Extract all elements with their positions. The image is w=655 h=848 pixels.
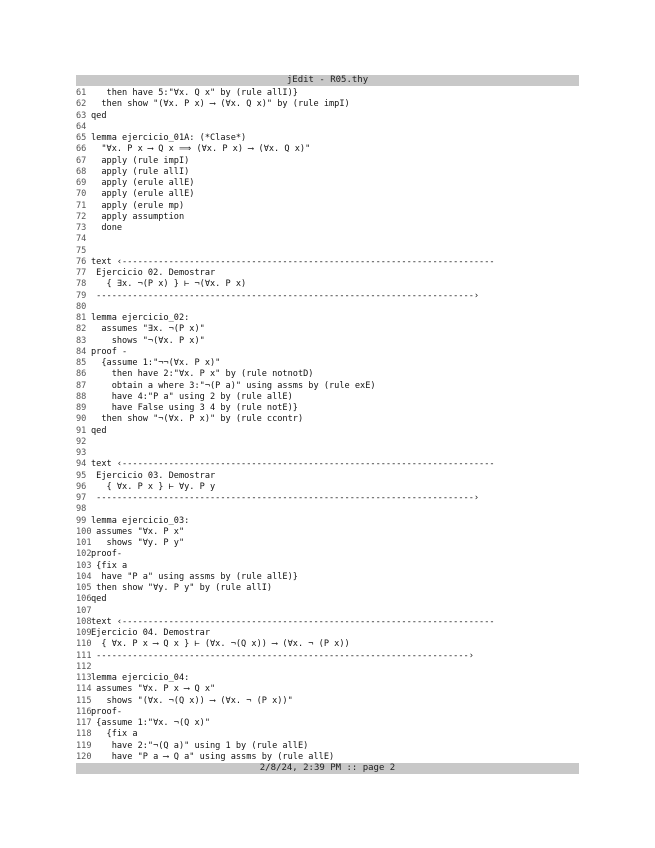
line-number: 85 [76,358,87,368]
line-number: 99 [76,515,87,526]
line-text: {assume 1:"¬¬(∀x. P x)" [91,358,221,368]
line-text: then show "¬(∀x. P x)" by (rule ccontr) [91,414,304,425]
line-number: 117 [76,718,92,728]
line-number: 110 [76,639,92,650]
line-number: 83 [76,335,87,346]
line-text: apply (rule impI) [91,155,190,166]
line-number: 93 [76,448,87,458]
line-text: { ∀x. P x } ⊢ ∀y. P y [91,481,216,492]
line-number: 89 [76,403,87,413]
code-line [76,167,579,178]
line-text: apply (erule mp) [91,200,185,211]
line-number: 81 [76,313,87,323]
line-number: 76 [76,256,87,267]
line-text: shows "∀y. P y" [91,538,185,548]
code-line [76,437,579,448]
line-text: apply (erule allE) [91,178,195,188]
code-line [76,111,579,122]
line-number: 66 [76,144,87,155]
line-text: -------------------------------------------------------------------------› [91,493,480,503]
code-line [76,572,579,583]
code-line [76,662,579,673]
line-text: {fix a [91,560,128,571]
line-text: have "P a ⟶ Q a" using assms by (rule allE) [91,751,335,762]
line-number: 82 [76,324,87,335]
line-text: qed [91,110,107,121]
line-number: 112 [76,661,92,672]
code-line [76,122,579,133]
line-text: assumes "∀x. P x ⟶ Q x" [91,684,216,695]
code-line [76,673,579,684]
code-line [76,482,579,493]
line-text [91,122,579,133]
line-number: 100 [76,526,92,537]
line-number: 119 [76,740,92,751]
line-text: then have 2:"∀x. P x" by (rule notnotD) [91,369,314,380]
line-text: apply (rule allI) [91,166,190,177]
line-text: -------------------------------------------------------------------------› [91,290,480,301]
line-number: 63 [76,110,87,121]
line-text [91,302,579,313]
line-text [91,246,579,257]
line-text: proof- [91,706,123,717]
code-line [76,549,579,560]
code-line [76,696,579,707]
code-line [76,381,579,392]
line-number: 79 [76,290,87,301]
code-line [76,493,579,504]
code-line [76,347,579,358]
code-line [76,426,579,437]
code-line [76,628,579,639]
line-text: text ‹------------------------------------------------------------------------ [91,459,495,470]
code-line [76,651,579,662]
line-number: 80 [76,301,87,312]
code-line [76,504,579,515]
line-text: Ejercicio 03. Demostrar [91,470,216,481]
line-text: text ‹------------------------------------------------------------------------ [91,616,495,627]
line-text: apply (erule allE) [91,189,195,200]
line-number: 104 [76,571,92,582]
line-text: { ∃x. ¬(P x) } ⊢ ¬(∀x. P x) [91,279,247,290]
line-text: then show "(∀x. P x) ⟶ (∀x. Q x)" by (rule impI) [91,99,350,110]
line-text: have False using 3 4 by (rule notE)} [91,403,298,413]
code-line [76,448,579,459]
code-line [76,684,579,695]
line-text: proof - [91,346,128,357]
line-number: 78 [76,279,87,290]
line-text: { ∀x. P x ⟶ Q x } ⊢ (∀x. ¬(Q x)) ⟶ (∀x. ¬ (P x)) [91,639,350,650]
line-number: 107 [76,605,92,616]
code-line [76,414,579,425]
code-line [76,291,579,302]
code-line [76,302,579,313]
line-text: then show "∀y. P y" by (rule allI) [91,583,273,593]
line-number: 65 [76,133,87,143]
line-text [91,234,579,245]
code-line [76,358,579,369]
line-number: 106 [76,594,92,605]
line-number: 72 [76,211,87,222]
line-text: {assume 1:"∀x. ¬(Q x)" [91,718,210,728]
code-line [76,617,579,628]
line-number: 70 [76,189,87,200]
line-number: 75 [76,245,87,256]
line-number: 86 [76,369,87,380]
code-line [76,212,579,223]
line-text: Ejercicio 04. Demostrar [91,628,210,638]
code-line [76,369,579,380]
line-number: 62 [76,99,87,110]
line-text: done [91,223,123,233]
line-number: 73 [76,223,87,233]
line-number: 101 [76,538,92,548]
line-number: 115 [76,695,92,706]
line-number: 118 [76,729,92,740]
line-text: have "P a" using assms by (rule allE)} [91,571,298,582]
code-line [76,234,579,245]
code-listing [76,86,579,763]
code-line [76,133,579,144]
code-line [76,336,579,347]
code-line [76,99,579,110]
line-number: 67 [76,155,87,166]
code-line [76,392,579,403]
line-number: 109 [76,628,92,638]
code-line [76,279,579,290]
line-text: then have 5:"∀x. Q x" by (rule allI)} [91,88,298,98]
page-footer: 2/8/24, 2:39 PM :: page 2 [76,763,579,774]
line-text: lemma ejercicio_02: [91,313,190,323]
line-number: 108 [76,616,92,627]
line-number: 96 [76,481,87,492]
line-number: 91 [76,425,87,436]
line-text: assumes "∀x. P x" [91,526,185,537]
line-number: 69 [76,178,87,188]
code-line [76,741,579,752]
code-line [76,594,579,605]
line-number: 94 [76,459,87,470]
line-number: 111 [76,650,92,661]
code-line [76,246,579,257]
line-number: 74 [76,234,87,245]
line-text: text ‹------------------------------------------------------------------------ [91,256,495,267]
code-line [76,201,579,212]
line-number: 95 [76,470,87,481]
printed-page [76,75,579,774]
code-line [76,527,579,538]
line-text [91,606,579,617]
code-line [76,223,579,234]
line-text: shows "¬(∀x. P x)" [91,335,205,346]
code-line [76,583,579,594]
line-text: qed [91,425,107,436]
line-text: lemma ejercicio_03: [91,515,190,526]
code-line [76,561,579,572]
code-line [76,189,579,200]
code-line [76,471,579,482]
line-text: qed [91,594,107,605]
code-line [76,257,579,268]
line-number: 88 [76,391,87,402]
line-text: have 2:"¬(Q a)" using 1 by (rule allE) [91,740,309,751]
code-line [76,459,579,470]
line-number: 103 [76,560,92,571]
line-number: 84 [76,346,87,357]
code-line [76,313,579,324]
line-text: proof- [91,549,123,560]
line-number: 98 [76,504,87,515]
line-text: "∀x. P x ⟶ Q x ⟹ (∀x. P x) ⟶ (∀x. Q x)" [91,144,311,155]
line-text: shows "(∀x. ¬(Q x)) ⟶ (∀x. ¬ (P x))" [91,695,293,706]
line-number: 114 [76,684,92,695]
window-title: jEdit - R05.thy [76,75,579,86]
line-number: 77 [76,268,87,278]
line-text: lemma ejercicio_01A: (*Clase*) [91,133,247,143]
code-line [76,403,579,414]
code-line [76,718,579,729]
line-text: obtain a where 3:"¬(P a)" using assms by (rule exE) [91,380,376,391]
line-text [91,448,579,459]
line-number: 97 [76,493,87,503]
line-text: ------------------------------------------------------------------------› [91,650,474,661]
code-line [76,729,579,740]
line-text [91,504,579,515]
line-number: 90 [76,414,87,425]
line-text: Ejercicio 02. Demostrar [91,268,216,278]
line-number: 68 [76,166,87,177]
code-line [76,268,579,279]
code-line [76,88,579,99]
line-number: 102 [76,549,92,560]
code-line [76,707,579,718]
code-line [76,639,579,650]
line-text: lemma ejercicio_04: [91,673,190,683]
line-number: 116 [76,706,92,717]
code-line [76,324,579,335]
code-line [76,538,579,549]
code-line [76,156,579,167]
code-line [76,178,579,189]
line-number: 71 [76,200,87,211]
line-text: apply assumption [91,211,185,222]
line-number: 61 [76,88,87,98]
line-number: 113 [76,673,92,683]
line-number: 120 [76,751,92,762]
code-line [76,144,579,155]
code-line [76,516,579,527]
line-number: 105 [76,583,92,593]
line-text [91,437,579,448]
line-text: {fix a [91,729,138,740]
line-text: assumes "∃x. ¬(P x)" [91,324,205,335]
line-number: 87 [76,380,87,391]
code-line [76,752,579,763]
code-line [76,606,579,617]
line-text: have 4:"P a" using 2 by (rule allE) [91,391,293,402]
line-text [91,662,579,673]
line-number: 64 [76,121,87,132]
line-number: 92 [76,436,87,447]
